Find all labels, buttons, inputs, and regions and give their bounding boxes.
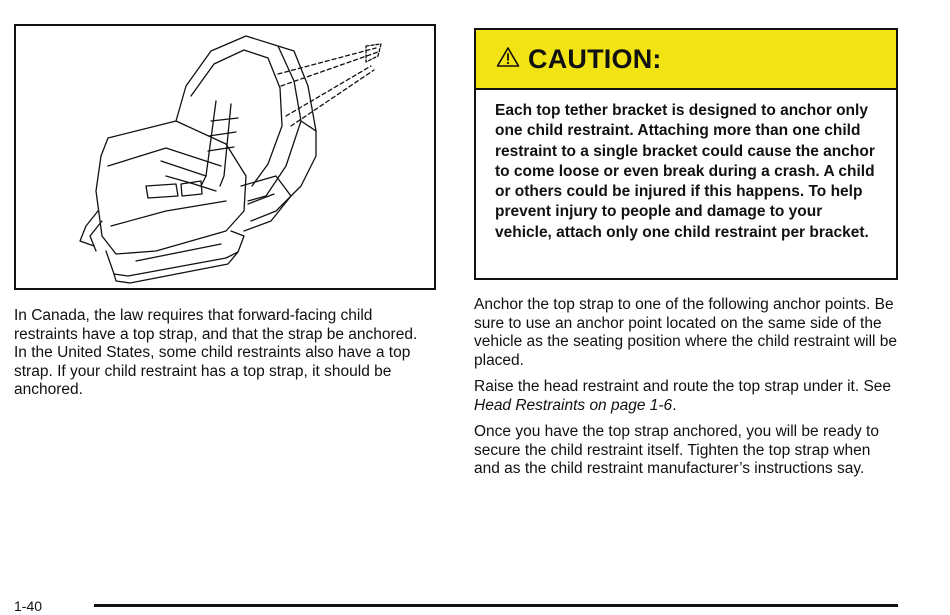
child-seat-illustration-frame bbox=[14, 24, 436, 290]
caution-header bbox=[476, 30, 896, 90]
child-seat-illustration bbox=[16, 26, 434, 288]
tighten-strap-paragraph: Once you have the top strap anchored, you will be ready to secure the child restraint itself. Tighten the top strap when and as the child restraint manufacturer’s instructions say. bbox=[474, 423, 879, 477]
warning-triangle-icon bbox=[496, 46, 520, 68]
caution-title: CAUTION: bbox=[528, 43, 662, 74]
head-restraint-paragraph bbox=[474, 378, 898, 415]
canada-law-paragraph: In Canada, the law requires that forward-facing child restraints have a top strap, and that the strap be anchored. In the United States, some child restraints also have a top strap. If your child restraint has a top strap, it should be anchored. bbox=[14, 307, 418, 398]
anchor-points-paragraph: Anchor the top strap to one of the following anchor points. Be sure to use an anchor point located on the same side of the vehicle as the seating position where the child restraint will be placed. bbox=[474, 296, 898, 369]
caution-text: Each top tether bracket is designed to anchor only one child restraint. Attaching more than one child restraint to a single bracket could cause the anchor to come loose or even break during a crash. A child or others could be injured if this happens. To help prevent injury to people and damage to your vehicle, attach only one child restraint per bracket. bbox=[495, 102, 875, 241]
caution-box bbox=[474, 28, 898, 280]
head-restraint-text-end: . bbox=[672, 396, 677, 414]
head-restraint-text: Raise the head restraint and route the top strap under it. See bbox=[474, 378, 892, 395]
head-restraints-reference-link[interactable]: Head Restraints on page 1-6 bbox=[474, 396, 673, 414]
footer-rule bbox=[94, 604, 898, 607]
right-column bbox=[474, 296, 898, 487]
page-number: 1-40 bbox=[14, 598, 43, 614]
